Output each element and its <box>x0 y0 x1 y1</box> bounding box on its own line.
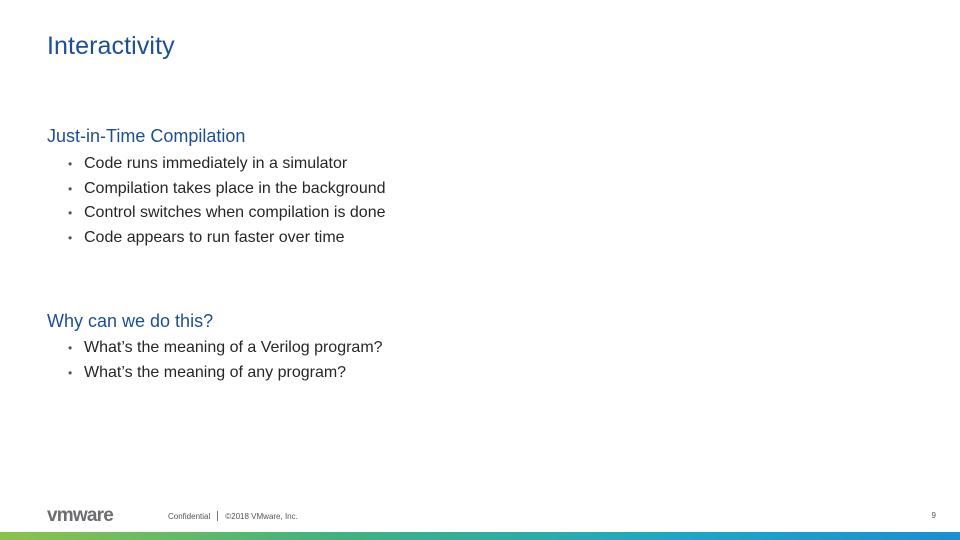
bullet-list-why <box>68 336 383 385</box>
list-item <box>68 336 383 361</box>
list-item <box>68 226 386 251</box>
section-heading-jit: Just-in-Time Compilation <box>47 126 246 146</box>
bullet-text: Code appears to run faster over time <box>84 228 345 246</box>
page-number: 9 <box>931 511 936 520</box>
bullet-dot-icon: • <box>68 341 73 355</box>
footer-divider <box>217 511 218 521</box>
bullet-text: Control switches when compilation is done <box>84 204 386 222</box>
bullet-text: Compilation takes place in the background <box>84 179 386 197</box>
bullet-text: What’s the meaning of a Verilog program? <box>84 339 383 356</box>
bullet-dot-icon: • <box>68 206 73 221</box>
list-item <box>68 201 386 226</box>
footer-copyright: ©2018 VMware, Inc. <box>225 512 298 521</box>
footer-legal <box>168 511 298 521</box>
slide-title: Interactivity <box>47 32 175 60</box>
section-heading-why: Why can we do this? <box>47 311 214 331</box>
bullet-dot-icon: • <box>68 230 73 245</box>
footer-confidential: Confidential <box>168 512 211 521</box>
bullet-dot-icon: • <box>68 365 73 380</box>
vmware-logo <box>47 505 139 525</box>
bullet-text: Code runs immediately in a simulator <box>84 155 348 172</box>
list-item <box>68 152 386 177</box>
bullet-text: What’s the meaning of any program? <box>84 363 347 381</box>
bullet-dot-icon: • <box>68 181 73 196</box>
bullet-list-jit <box>68 152 386 250</box>
vmware-logo-text: vmware <box>47 505 113 525</box>
list-item <box>68 361 383 386</box>
list-item <box>68 177 386 202</box>
brand-gradient-bar <box>0 532 960 540</box>
bullet-dot-icon: • <box>68 157 73 171</box>
